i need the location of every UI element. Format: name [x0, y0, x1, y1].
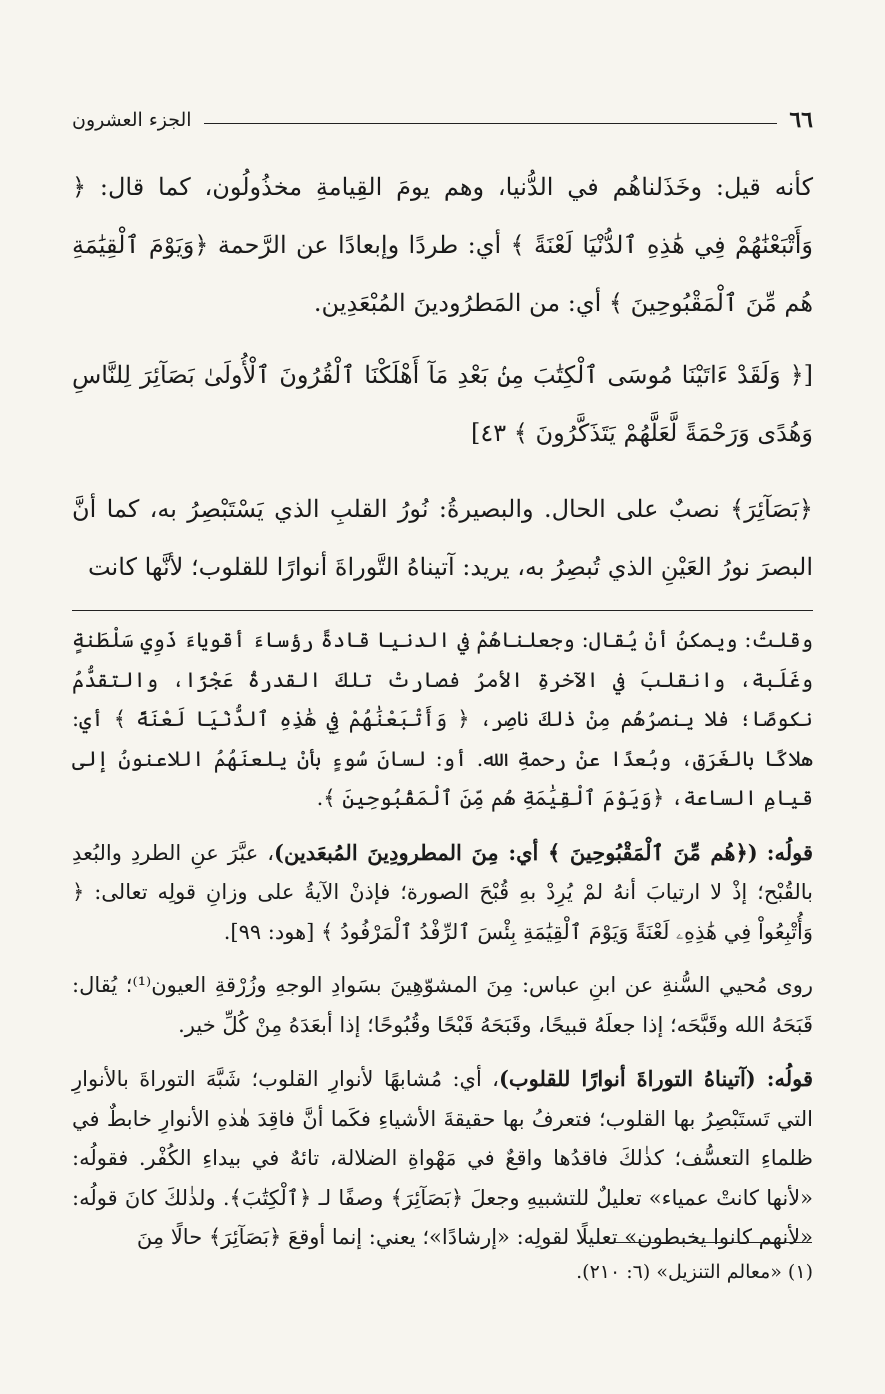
main-paragraph: كأنه قيل: وخَذَلناهُم في الدُّنيا، وهم يومَ القِيامةِ مخذُولُون، كما قال: ﴿ وَأَتْبَعْنَٰهُمْ فِي هَٰذِهِ ٱلدُّنْيَا لَعْنَةً ﴾ أي: طردًا وإبعادًا عن الرَّحمة ﴿وَيَوْمَ ٱلْقِيَٰمَةِ هُم مِّنَ ٱلْمَقْبُوحِينَ ﴾ أي: من المَطرُودينَ المُبْعَدِين. [72, 173, 814, 317]
commentary-label: قولُه: (آتيناهُ التوراةَ أنوارًا للقلوب) [498, 1066, 813, 1091]
commentary-paragraph [72, 1059, 813, 1258]
main-paragraph: ﴿بَصَآئِرَ﴾ نصبٌ على الحال. والبصيرةُ: نُورُ القلبِ الذي يَسْتَبْصِرُ به، كما أنَّ البصرَ نورُ العَيْنِ الذي تُبصِرُ به، يريد: آتيناهُ التَّوراةَ أنوارًا للقلوب؛ لأنَّها كانت [72, 495, 813, 581]
commentary-paragraph: وقلتُ: ويمكنُ أنْ يُقال: وجعلناهُمْ في الدنيا قادةً رؤساءَ أقوياءَ ذَوِي سَلْطَنةٍ وغَلَبة، وانقلبَ في الآخرةِ الأمرُ فصارتْ تلكَ القدرةُ عَجْزًا، والتقدُّمُ نكوصًا؛ فلا ينصرُهُم مِنْ ذٰلكَ ناصِر، ﴿ وَأَتْبَعْنَٰهُمْ فِي هَٰذِهِ ٱلدُّنْيَا لَعْنَةً ﴾ أي: هلاكًا بالغَرَق، وبُعدًا عنْ رحمةِ الله. أو: لسانَ سُوءٍ بأنْ يلعنَهُمُ اللاعنونُ إلى قيامِ الساعة، ﴿وَيَوْمَ ٱلْقِيَٰمَةِ هُم مِّنَ ٱلْمَقْبُوحِينَ ﴾. [72, 628, 813, 810]
commentary-quote: (﴿هُم مِّنَ ٱلْمَقْبُوحِينَ ﴾ أي: مِنَ المطرودِينَ المُبعَدين) [274, 839, 758, 865]
main-text [72, 158, 813, 596]
footnotes [72, 1256, 813, 1288]
commentary-paragraph [72, 833, 813, 953]
commentary-text: ، عبَّرَ عنِ الطردِ والبُعدِ بالقُبْح؛ إذْ لا ارتيابَ أنهُ لمْ يُرِدْ بهِ قُبْحَ الصورة؛ فإذنْ الآيةُ على وزانِ قولِه تعالى: ﴿ وَأُتْبِعُواْ فِي هَٰذِهِۦ لَعْنَةً وَيَوْمَ ٱلْقِيَٰمَةِ بِئْسَ ٱلرِّفْدُ ٱلْمَرْفُودُ ﴾ [هود: ٩٩]. [72, 840, 813, 944]
commentary-text: ، أي: مُشابهًا لأنوارِ القلوب؛ شَبَّهَ التوراةَ بالأنوارِ التي تَستَبْصِرُ بها القلوب؛ فتعرفُ بها حقيقةَ الأشياءِ فكَما أنَّ فاقِدَ هٰذهِ الأنوارِ خابطٌ في ظلماءِ التعسُّف؛ كذٰلكَ فاقدُها واقعٌ في مَهْواةِ الضلالة، تائهٌ في بيداءِ الكُفْر. فقولُه: «لأنها كانتْ عمياء» تعليلٌ للتشبيهِ وجعلَ ﴿بَصَآئِرَ﴾ وصفًا لـ ﴿ٱلْكِتَٰبَ﴾. ولذٰلكَ كانَ قولُه: «لأنهم كانوا يخبطون» تعليلًا لقولِه: «إرشادًا»؛ يعني: إنما أوقعَ ﴿بَصَآئِرَ﴾ حالًا مِنَ [72, 1067, 813, 1249]
commentary-paragraph: روى مُحيي السُّنةِ عن ابنِ عباس: مِنَ المشوّهِينَ بسَوادِ الوجهِ وزُرْقةِ العيون⁽¹⁾؛ يُقال: قَبَحَهُ الله وقَبَّحَه؛ إذا جعلَهُ قبيحًا، وقَبَحَهُ قَبْحًا وقُبُوحًا؛ إذا أبعَدَهُ مِنْ كُلِّ خير. [72, 973, 813, 1037]
commentary-label: قولُه: [766, 839, 813, 865]
page-header [72, 100, 813, 140]
quran-verse: [﴿ وَلَقَدْ ءَاتَيْنَا مُوسَى ٱلْكِتَٰبَ مِنۢ بَعْدِ مَآ أَهْلَكْنَا ٱلْقُرُونَ ٱلْأُولَىٰ بَصَآئِرَ لِلنَّاسِ وَهُدًى وَرَحْمَةً لَّعَلَّهُمْ يَتَذَكَّرُونَ ﴾ ٤٣] [72, 361, 813, 447]
running-title: الجزء العشرون [72, 109, 192, 131]
header-rule [204, 123, 778, 124]
commentary [72, 621, 813, 1258]
footnote: (١) «معالم التنزيل» (٦: ٢١٠). [576, 1261, 813, 1283]
main-divider [72, 610, 813, 611]
page-number: ٦٦ [789, 107, 813, 133]
footnote-rule [590, 1242, 812, 1243]
